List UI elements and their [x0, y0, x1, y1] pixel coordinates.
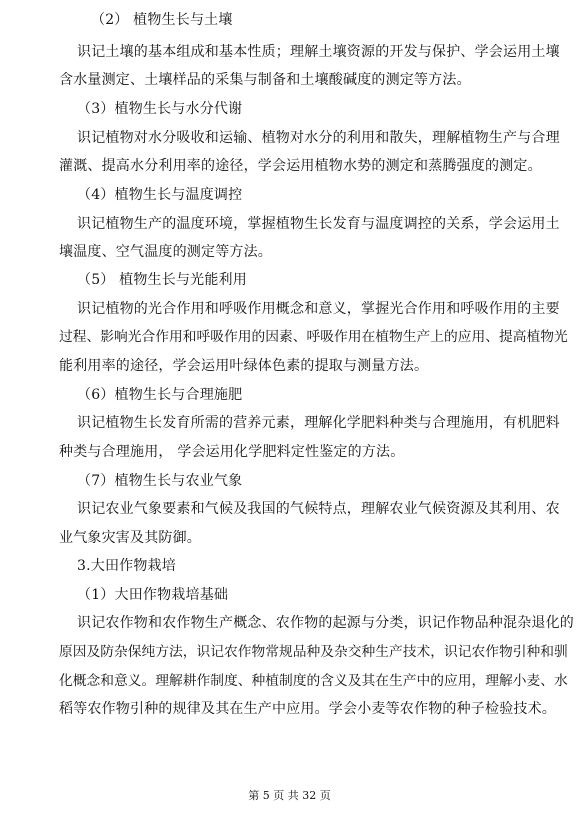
paragraph-line: 过程、影响光合作用和呼吸作用的因素、呼吸作用在植物生产上的应用、提高植物光	[59, 329, 568, 345]
paragraph-line: 化概念和意义。理解耕作制度、种植制度的含义及其在生产中的应用，理解小麦、水	[59, 673, 568, 689]
section-heading: （1）大田作物栽培基础	[77, 587, 229, 603]
paragraph-line: 业气象灾害及其防御。	[59, 530, 201, 546]
paragraph-line: 识记植物对水分吸收和运输、植物对水分的利用和散失，理解植物生产与合理	[77, 130, 560, 146]
paragraph-line: 识记农业气象要素和气候及我国的气候特点，理解农业气候资源及其利用、农	[77, 501, 560, 517]
paragraph-line: 种类与合理施用， 学会运用化学肥料定性鉴定的方法。	[59, 444, 405, 460]
section-heading: （7）植物生长与农业气象	[77, 473, 243, 489]
page-number-footer: 第 5 页 共 32 页	[248, 789, 331, 802]
paragraph-line: 含水量测定、土壤样品的采集与制备和土壤酸碱度的测定等方法。	[59, 72, 471, 88]
paragraph-line: 壤温度、空气温度的测定等方法。	[59, 244, 272, 260]
section-heading: （4）植物生长与温度调控	[77, 187, 243, 203]
section-heading: （5） 植物生长与光能利用	[77, 272, 247, 288]
paragraph-line: 稻等农作物引种的规律及其在生产中应用。学会小麦等农作物的种子检验技术。	[59, 701, 556, 717]
paragraph-line: 能利用率的途径，学会运用叶绿体色素的提取与测量方法。	[59, 358, 429, 374]
paragraph-line: 识记土壤的基本组成和基本性质；理解土壤资源的开发与保护、学会运用土壤	[77, 44, 560, 60]
section-heading: （3）植物生长与水分代谢	[77, 101, 243, 117]
paragraph-line: 识记植物的光合作用和呼吸作用概念和意义，掌握光合作用和呼吸作用的主要	[77, 301, 560, 317]
paragraph-line: 灌溉、提高水分利用率的途径，学会运用植物水势的测定和蒸腾强度的测定。	[59, 158, 542, 174]
paragraph-line: 识记农作物和农作物生产概念、农作物的起源与分类，识记作物品种混杂退化的	[77, 615, 574, 631]
section-heading: 3.大田作物栽培	[77, 558, 176, 574]
section-heading: （2） 植物生长与土壤	[91, 12, 233, 28]
section-heading: （6）植物生长与合理施肥	[77, 387, 243, 403]
paragraph-line: 识记植物生长发育所需的营养元素，理解化学肥料种类与合理施用，有机肥料	[77, 415, 560, 431]
paragraph-line: 原因及防杂保纯方法，识记农作物常规品种及杂交种生产技术，识记农作物引种和驯	[59, 644, 568, 660]
paragraph-line: 识记植物生产的温度环境，掌握植物生长发育与温度调控的关系，学会运用土	[77, 216, 560, 232]
